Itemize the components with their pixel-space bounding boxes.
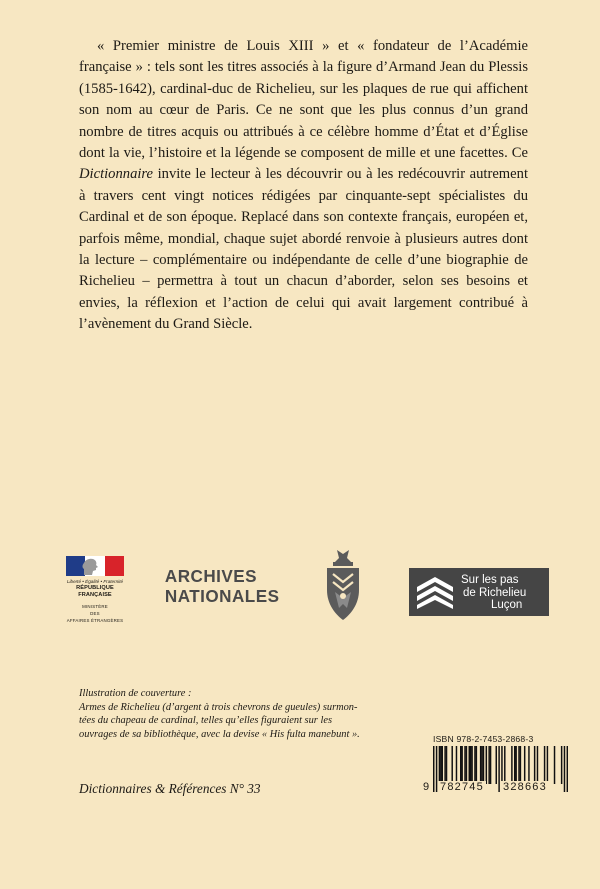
barcode-bar bbox=[480, 746, 481, 784]
ean-left-group: 782745 bbox=[440, 781, 484, 793]
barcode-bar bbox=[439, 746, 440, 784]
ean-digits bbox=[423, 781, 568, 795]
barcode-bar bbox=[474, 746, 475, 784]
summary-text bbox=[79, 36, 528, 336]
chevrons-icon bbox=[415, 575, 455, 609]
barcode-bar bbox=[554, 746, 555, 784]
summary-part-2: invite le lecteur à les découvrir ou à les redécouvrir autrement à travers cent vingt notices rédigées par cinquante-sept spécialistes du Cardinal et de son époque. Replacé dans son contexte français, européen et, parfois même, mondial, chaque sujet abordé renvoie à plusieurs autres dont la lecture – complémentaire ou indépendante de celle d’une biographie de Richelieu – permettra à tout un chacun d’aborder, selon ses besoins et envies, la réflexion et l’action de celui qui avait largement contribué à l’avènement du Grand Siècle. bbox=[79, 166, 528, 333]
barcode-bar bbox=[514, 746, 515, 784]
barcode-bar bbox=[486, 746, 487, 784]
sur-les-pas-de-richelieu-logo bbox=[409, 568, 549, 616]
barcode-bar bbox=[464, 746, 465, 784]
rf-name: RÉPUBLIQUE FRANÇAISE bbox=[76, 585, 114, 598]
summary-part-1: « Premier ministre de Louis XIII » et « fondateur de l’Académie française » : tels sont les titres associés à la figure d’Armand Jean du Plessis (1585-1642), cardinal-duc de Richelieu, sur les plaques de rue qui affichent son nom au cœur de Paris. Ce ne sont que les plus connus d’un grand nombre de titres acquis ou attribués à ce célèbre homme d’État et d’Église dont la vie, l’histoire et la légende se composent de mille et une facettes. Ce bbox=[79, 38, 528, 162]
barcode-bar bbox=[456, 746, 457, 784]
barcode-bar bbox=[490, 746, 491, 784]
shield-crest-icon bbox=[323, 548, 363, 624]
barcode-bar bbox=[476, 746, 477, 784]
lucon-line-2: de Richelieu bbox=[463, 586, 527, 599]
barcode-bar bbox=[451, 746, 452, 784]
barcode-bar bbox=[461, 746, 462, 784]
caption-line-2: Armes de Richelieu (d’argent à trois chevrons de gueules) surmon- bbox=[79, 701, 358, 713]
rf-motto: Liberté • Égalité • Fraternité bbox=[66, 579, 124, 584]
barcode-bar bbox=[561, 746, 562, 784]
republique-francaise-logo bbox=[60, 556, 130, 623]
barcode-bar bbox=[440, 746, 441, 784]
caption-line-4: ouvrages de sa bibliothèque, avec la devise « His fulta manebunt ». bbox=[79, 728, 360, 740]
rf-ministry-1: MINISTÈRE bbox=[82, 604, 108, 609]
isbn-label: ISBN 978-2-7453-2868-3 bbox=[433, 734, 534, 744]
barcode-bar bbox=[488, 746, 489, 784]
barcode-bar bbox=[471, 746, 472, 784]
barcode-bar bbox=[470, 746, 471, 784]
barcode-bar bbox=[483, 746, 484, 784]
barcode-bar bbox=[442, 746, 443, 784]
archives-line-1: ARCHIVES bbox=[164, 565, 258, 587]
barcode-bar bbox=[518, 746, 519, 784]
lucon-line-1: Sur les pas bbox=[461, 574, 519, 586]
barcode-bar bbox=[460, 746, 461, 784]
summary-italic-title: Dictionnaire bbox=[79, 166, 154, 183]
isbn-barcode bbox=[423, 734, 568, 809]
collection-title: Dictionnaires & Références N° 33 bbox=[79, 781, 261, 796]
lucon-line-3: Luçon bbox=[491, 599, 523, 611]
barcode-bar bbox=[444, 746, 445, 784]
barcode-bar bbox=[537, 746, 538, 784]
archives-nationales-mark bbox=[163, 558, 283, 618]
barcode-bar bbox=[528, 746, 529, 784]
partner-logos bbox=[0, 548, 600, 628]
rf-ministry-3: AFFAIRES ÉTRANGÈRES bbox=[66, 618, 124, 623]
ean-first-digit: 9 bbox=[423, 781, 430, 793]
marianne-profile-icon bbox=[78, 557, 100, 575]
barcode-bar bbox=[534, 746, 535, 784]
barcode-bar bbox=[481, 746, 482, 784]
archives-nationales-logo bbox=[163, 558, 283, 618]
barcode-bar bbox=[466, 746, 467, 784]
barcode-bar bbox=[469, 746, 470, 784]
barcode-bar bbox=[520, 746, 521, 784]
barcode-bar bbox=[504, 746, 505, 784]
rf-ministry-2: DES bbox=[90, 611, 100, 616]
barcode-bar bbox=[524, 746, 525, 784]
caption-line-1: Illustration de couverture : bbox=[79, 688, 192, 699]
barcode-bar bbox=[544, 746, 545, 784]
barcode-bar bbox=[496, 746, 497, 784]
ean-right-group: 328663 bbox=[503, 781, 547, 793]
caption-line-3: tées du chapeau de cardinal, telles qu’elles figuraient sur les bbox=[79, 715, 332, 726]
barcode-bar bbox=[446, 746, 447, 784]
cover-illustration-caption bbox=[79, 687, 439, 741]
archives-line-2: NATIONALES bbox=[164, 585, 280, 607]
barcode-bar bbox=[515, 746, 516, 784]
barcode-bar bbox=[511, 746, 512, 784]
barcode-bar bbox=[547, 746, 548, 784]
